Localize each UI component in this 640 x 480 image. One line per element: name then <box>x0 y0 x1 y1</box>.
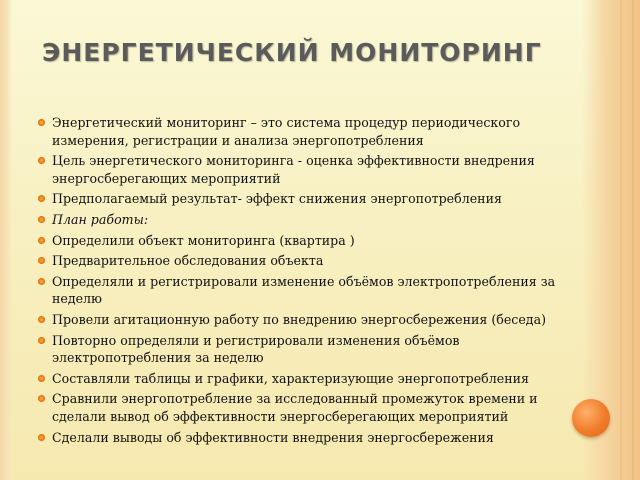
bullet-item <box>38 114 568 149</box>
left-decor-stripe <box>0 0 12 480</box>
bullet-item <box>38 429 568 447</box>
bullet-icon <box>38 195 45 202</box>
bullet-item <box>38 190 568 208</box>
bullet-item <box>38 332 568 367</box>
bullet-icon <box>38 395 45 402</box>
bullet-icon <box>38 316 45 323</box>
bullet-text: Сделали выводы об эффективности внедрения энергосбережения <box>52 429 494 445</box>
bullet-text: Цель энергетического мониторинга - оценка эффективности внедрения энергосберегающих мероприятий <box>52 153 535 186</box>
bullet-item <box>38 232 568 250</box>
bullet-text: Определили объект мониторинга (квартира ) <box>52 232 355 248</box>
bullet-icon <box>38 257 45 264</box>
bullet-item <box>38 311 568 329</box>
bullet-icon <box>38 157 45 164</box>
bullet-icon <box>38 119 45 126</box>
slide-title: ЭНЕРГЕТИЧЕСКИЙ МОНИТОРИНГ <box>42 38 542 67</box>
bullet-text: Повторно определяли и регистрировали изменения объёмов электропотребления за неделю <box>52 332 460 366</box>
bullet-item <box>38 370 568 388</box>
bullet-icon <box>38 434 45 441</box>
bullet-icon <box>38 337 45 344</box>
bullet-text: Предварительное обследования объекта <box>52 253 324 269</box>
orange-circle-decor <box>572 399 610 437</box>
right-decor-line <box>620 0 622 480</box>
bullet-list <box>38 114 568 449</box>
bullet-item <box>38 252 568 270</box>
bullet-text: Предполагаемый результат- эффект снижения энергопотребления <box>52 191 502 207</box>
bullet-item <box>38 211 568 229</box>
bullet-text: План работы: <box>52 211 149 227</box>
bullet-text: Энергетический мониторинг – это система процедур периодического измерения, регистрации и анализа энергопотребления <box>52 115 521 148</box>
bullet-icon <box>38 375 45 382</box>
bullet-icon <box>38 278 45 285</box>
bullet-item <box>38 273 568 308</box>
right-decor-line <box>632 0 634 480</box>
bullet-icon <box>38 237 45 244</box>
bullet-item <box>38 152 568 187</box>
bullet-text: Составляли таблицы и графики, характеризующие энергопотребления <box>52 370 529 386</box>
bullet-text: Определяли и регистрировали изменение объёмов электропотребления за неделю <box>52 273 556 307</box>
bullet-text: Сравнили энергопотребление за исследованный промежуток времени и сделали вывод об эффективности энергосберегающих мероприятий <box>52 391 538 424</box>
bullet-text: Провели агитационную работу по внедрению энергосбережения (беседа) <box>52 311 546 327</box>
bullet-icon <box>38 216 45 223</box>
bullet-item <box>38 390 568 425</box>
